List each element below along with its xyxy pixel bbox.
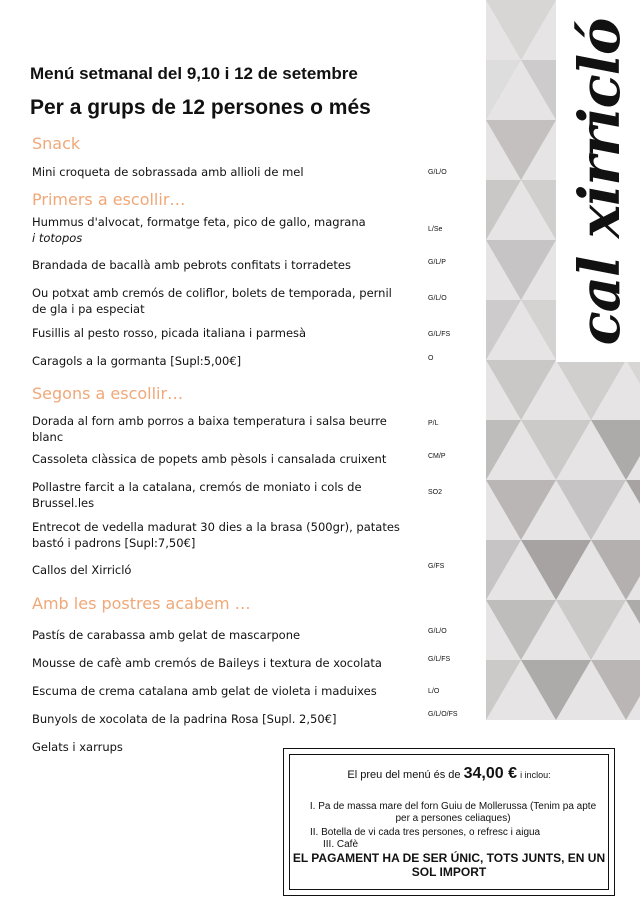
condition-item: II. Botella de vi cada tres persones, o refresc i aigua — [310, 827, 541, 838]
menu-item-name-italic: i totopos — [32, 231, 83, 245]
menu-item: Mini croqueta de sobrassada amb allioli de mel — [32, 165, 304, 179]
allergen-code: P/L — [428, 420, 439, 427]
section-heading-postres: Amb les postres acabem … — [32, 594, 251, 613]
allergen-code: G/L/O — [428, 628, 447, 635]
menu-item: Brandada de bacallà amb pebrots confitats i torradetes — [32, 258, 351, 272]
allergen-code: L/O — [428, 688, 440, 695]
section-heading-snack: Snack — [32, 134, 81, 153]
price-line — [290, 765, 608, 783]
price-lead: El preu del menú és de — [347, 769, 461, 781]
allergen-code: CM/P — [428, 453, 446, 460]
menu-title: Menú setmanal del 9,10 i 12 de setembre — [30, 64, 358, 83]
allergen-code: G/FS — [428, 563, 445, 570]
menu-item: Caragols a la gormanta [Supl:5,00€] — [32, 354, 242, 368]
brand-logo: cal xirricló — [567, 18, 633, 346]
allergen-code: O — [428, 355, 434, 362]
menu-item: Dorada al forn amb porros a baixa temperatura i salsa beurre blanc — [32, 414, 387, 444]
allergen-code: L/Se — [428, 226, 443, 233]
allergen-code: G/L/P — [428, 259, 446, 266]
menu-item: Bunyols de xocolata de la padrina Rosa [Supl. 2,50€] — [32, 712, 337, 726]
menu-item: Pastís de carabassa amb gelat de mascarpone — [32, 628, 301, 642]
menu-item-name: Hummus d'alvocat, formatge feta, pico de gallo, magrana — [32, 215, 366, 229]
section-heading-primers: Primers a escollir… — [32, 190, 186, 209]
menu-item — [32, 214, 402, 246]
menu-item: Pollastre farcit a la catalana, cremós de moniato i cols de Brussel.les — [32, 480, 362, 510]
payment-warning: EL PAGAMENT HA DE SER ÚNIC, TOTS JUNTS, EN UN SOL IMPORT — [292, 851, 606, 879]
menu-item: Escuma de crema catalana amb gelat de violeta i maduixes — [32, 684, 377, 698]
allergen-code: G/L/FS — [428, 656, 451, 663]
menu-item: Callos del Xirricló — [32, 563, 132, 577]
menu-item: Fusillis al pesto rosso, picada italiana i parmesà — [32, 326, 307, 340]
price-box-inner — [289, 754, 609, 890]
allergen-code: SO2 — [428, 489, 443, 496]
menu-item: Mousse de cafè amb cremós de Baileys i textura de xocolata — [32, 656, 382, 670]
price-trail: i inclou: — [520, 770, 551, 780]
price-box — [283, 748, 615, 896]
allergen-code: G/L/O — [428, 169, 447, 176]
menu-item: Cassoleta clàssica de popets amb pèsols i cansalada cruixent — [32, 452, 387, 466]
menu-subtitle: Per a grups de 12 persones o més — [30, 96, 371, 119]
price-amount: 34,00 € — [463, 765, 517, 782]
allergen-code: G/L/O — [428, 295, 447, 302]
menu-item-extra: Gelats i xarrups — [32, 740, 123, 754]
condition-item: I. Pa de massa mare del forn Guiu de Mollerussa (Tenim pa apte per a persones celiaques) — [309, 801, 597, 824]
menu-item: Ou potxat amb cremós de coliflor, bolets de temporada, pernil de gla i pa especiat — [32, 286, 392, 316]
allergen-code: G/L/FS — [428, 331, 451, 338]
section-heading-segons: Segons a escollir… — [32, 384, 184, 403]
allergen-code: G/L/O/FS — [428, 711, 458, 718]
menu-item: Entrecot de vedella madurat 30 dies a la brasa (500gr), patates bastó i padrons [Supl:7,50€] — [32, 520, 400, 550]
condition-item: III. Cafè — [323, 839, 359, 850]
